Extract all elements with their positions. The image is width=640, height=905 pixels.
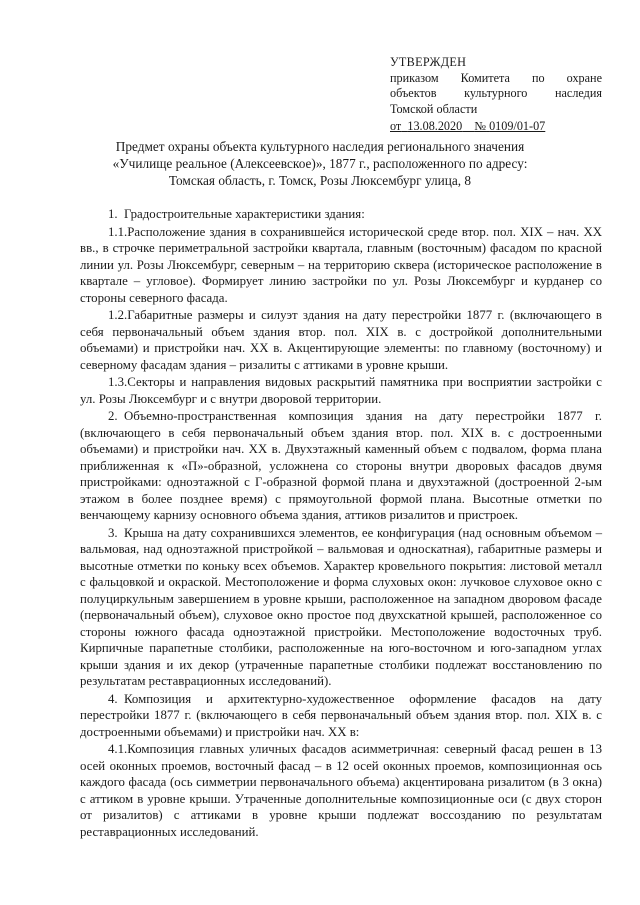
paragraph-4-1 <box>80 741 602 840</box>
paragraph-number: 2. <box>108 409 118 423</box>
approval-order <box>390 119 602 135</box>
paragraph-text: Композиция и архитектурно-художественное оформление фасадов на дату перестройки 1877 г. (включающего в себя первоначальный объем здания втор. пол. XIX в. с достроенными объемами) и пристройки нач. XX в: <box>80 691 602 739</box>
approval-title: УТВЕРЖДЕН <box>390 55 467 69</box>
approval-line: объектов культурного наследия <box>390 86 602 100</box>
paragraph-1-2 <box>80 307 602 373</box>
paragraph-1-3 <box>80 374 602 407</box>
paragraph-number: 1.2. <box>108 308 128 322</box>
approval-number-prefix: № <box>474 119 487 133</box>
approval-date: 13.08.2020 <box>407 119 463 133</box>
paragraph-2 <box>80 408 602 524</box>
paragraph-text: Расположение здания в сохранившейся исторической среде втор. пол. XIX – нач. XX вв., в строчке периметральной застройки квартала, главным (восточным) фасадом по красной линии ул. Розы Люксембург, северным – на территорию сквера (историческое расположение в квартале – угловое). Формирует линию застройки по ул. Розы Люксембург и курданер со стороны северного фасада. <box>80 224 602 305</box>
heading-line: Предмет охраны объекта культурного наследия регионального значения <box>115 139 525 154</box>
approval-stamp <box>390 55 602 135</box>
paragraph-text: Секторы и направления видовых раскрытий памятника при восприятии застройки с ул. Розы Люксембург и с внутри дворовой территории. <box>80 375 602 406</box>
approval-line: приказом Комитета по охране <box>390 70 602 85</box>
paragraph-4 <box>80 691 602 741</box>
approval-number: 0109/01-07 <box>489 119 546 133</box>
paragraph-number: 3. <box>108 525 118 540</box>
paragraph-number: 1.1. <box>108 224 128 239</box>
heading-line: Томская область, г. Томск, Розы Люксембург улица, 8 <box>168 173 472 188</box>
paragraph-3 <box>80 525 602 690</box>
heading-line: «Училище реальное (Алексеевское)», 1877 г., расположенного по адресу: <box>112 156 528 171</box>
document-body <box>80 206 602 841</box>
approval-date-prefix: от <box>390 119 402 133</box>
paragraph-text: Композиция главных уличных фасадов асимметричная: северный фасад решен в 13 осей оконных проемов, восточный фасад – в 12 осей оконных проемов, композиционная ось каждого фасада (ось симметрии первоначального объема) акцентирована ризалитом (в 3 окна) с аттиком в уровне крыши. Утраченные дополнительные композиционные оси (с двух сторон от ризалитов) с аттиками в уровне крыши подлежат воссозданию по результатам реставрационных исследований. <box>80 742 602 839</box>
paragraph-text: Крыша на дату сохранившихся элементов, ее конфигурация (над основным объемом – вальмовая, над одноэтажной пристройкой – вальмовая и односкатная), габаритные размеры и высотные отметки по коньку всех объемов. Характер кровельного покрытия: листовой металл с фальцовкой и окраской. Местоположение и форма слуховых окон: лучковое слуховое окно с полуциркульным завершением в уровне крыши, расположенное на западном дворовом фасаде (первоначальный объем), слуховое окно простое под двухскатной крышей, расположенное со стороны южного фасада одноэтажной пристройки. Местоположение водосточных труб. Кирпичные парапетные столбики, расположенные на юго-восточном и юго-западном углах крыши здания и их декор (утраченные парапетные столбики подлежат восстановлению по результатам реставрационных исследований). <box>80 525 602 688</box>
approval-line: Томской области <box>390 101 478 116</box>
document-heading <box>70 138 570 189</box>
paragraph-number: 1.3. <box>108 375 128 389</box>
paragraph-text: Градостроительные характеристики здания: <box>124 207 365 221</box>
paragraph-number: 4. <box>108 691 118 706</box>
paragraph-1 <box>80 206 602 223</box>
paragraph-text: Объемно-пространственная композиция здания на дату перестройки 1877 г. (включающего в себя первоначальный объем здания втор. пол. XIX в. с достроенными объемами) и пристройки нач. XX в. Двухэтажный каменный объем с подвалом, форма плана приближенная к «П»-образной, усложнена со стороны внутри дворовых фасадов двумя пристройками: одноэтажной с Г-образной формой плана и двухэтажной (достроенной 2-ым этажом в более позднее время) с прямоугольной формой плана. Высотные отметки по венчающему карнизу основного объема здания, аттиков ризалитов и пристроек. <box>80 409 602 522</box>
paragraph-text: Габаритные размеры и силуэт здания на дату перестройки 1877 г. (включающего в себя первоначальный объем здания втор. пол. XIX в. с достройкой дополнительными объемами) и пристройки нач. XX в. Акцентирующие элементы: по главному (восточному) и северному фасадам здания – ризалиты с аттиками в уровне крыши. <box>80 308 602 372</box>
paragraph-1-1 <box>80 224 602 307</box>
paragraph-number: 4.1. <box>108 742 128 756</box>
paragraph-number: 1. <box>108 207 118 221</box>
